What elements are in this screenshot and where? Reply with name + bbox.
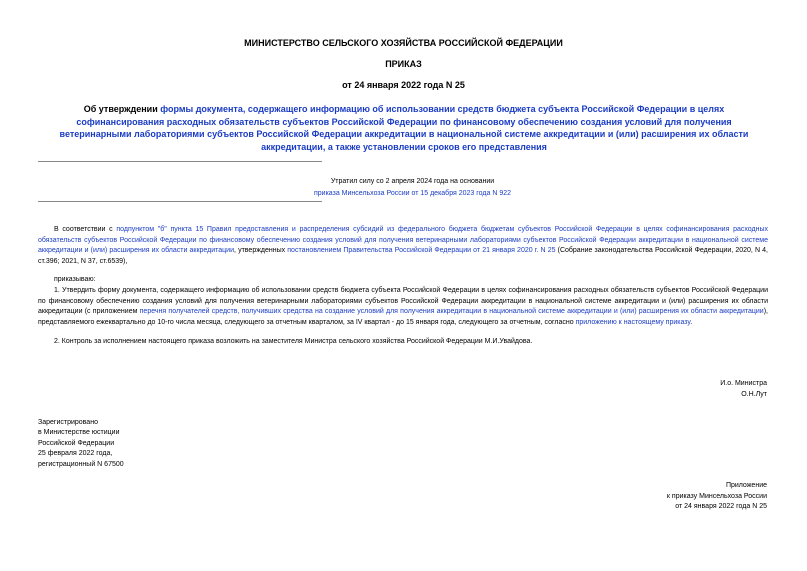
order-item-2: 2. Контроль за исполнением настоящего приказа возложить на заместителя Министра сельского хозяйства Российской Федерации М.И.Увайдова. xyxy=(54,338,533,345)
preamble-paragraph xyxy=(38,225,768,268)
appendix-line-2: к приказу Минсельхоза России xyxy=(666,492,767,500)
order-word: приказываю: xyxy=(54,276,96,283)
registration-block xyxy=(38,418,124,470)
expired-note-text: Утратил силу со 2 апреля 2024 года на основании xyxy=(330,178,495,185)
item1-text-2: ), представляемого ежеквартально до 10-го числа месяца, следующего за отчетным кварталом, за IV квартал - до 15 января года, следующего за отчетным, согласно xyxy=(38,308,768,327)
expired-order-link[interactable]: приказа Минсельхоза России от 15 декабря 2023 года N 922 xyxy=(314,189,511,197)
appendix-link[interactable]: приложению к настоящему приказу xyxy=(575,319,691,327)
divider-bottom xyxy=(38,201,322,202)
registration-line-5: регистрационный N 67500 xyxy=(38,460,124,468)
preamble-text-2: , утвержденных xyxy=(234,247,288,255)
registration-line-3: Российской Федерации xyxy=(38,439,115,447)
recipients-list-link[interactable]: перечня получателей средств, получивших средства на создание условий для получения аккредитации в национальной системе аккредитации и (или) расширения их области аккредитации xyxy=(139,308,764,316)
preamble-text-1: В соответствии с xyxy=(54,226,117,233)
item1-text-1: 1. Утвердить форму документа, содержащего информацию об использовании средств бюджета субъекта Российской Федерации в целях софинансирования расходных обязательств субъектов Российской Федерации по финансовому обеспечению создания условий для получения ветеринарными лабораториями субъектов Российской Федерации аккредитации в национальной системе аккредитации и (или) расширения их области аккредитации (с приложением xyxy=(38,287,768,316)
title-form-link[interactable]: формы документа, содержащего информацию об использовании средств бюджета субъекта Российской Федерации в целях софинансирования расходных обязательств субъектов Российской Федерации по финансовому обеспечению создания условий для получения ветеринарными лабораториями субъектов Российской Федерации аккредитации в национальной системе аккредитации и (или) расширения их области аккредитации, а также установлении сроков его представления xyxy=(59,104,749,152)
preamble-text-3: (Собрание законодательства Российской Федерации, 2020, N 4, ст.396; 2021, N 37, ст.6539), xyxy=(38,247,768,266)
expired-note xyxy=(300,177,525,198)
ministry-heading: МИНИСТЕРСТВО СЕЛЬСКОГО ХОЗЯЙСТВА РОССИЙСКОЙ ФЕДЕРАЦИИ xyxy=(244,38,563,48)
registration-line-4: 25 февраля 2022 года, xyxy=(38,450,113,458)
government-decree-link[interactable]: постановлением Правительства Российской Федерации от 21 января 2020 г. N 25 xyxy=(287,247,556,255)
appendix-line-1: Приложение xyxy=(725,482,767,489)
signature-block xyxy=(720,379,767,400)
signature-name: О.Н.Лут xyxy=(741,390,767,398)
registration-line-1: Зарегистрировано xyxy=(38,419,98,426)
doc-type-heading: ПРИКАЗ xyxy=(385,59,422,69)
appendix-line-3: от 24 января 2022 года N 25 xyxy=(675,503,767,511)
registration-line-2: в Министерстве юстиции xyxy=(38,429,120,437)
title-prefix: Об утверждении xyxy=(83,104,161,114)
document-title xyxy=(40,103,768,153)
doc-date-number: от 24 января 2022 года N 25 xyxy=(342,80,465,90)
signature-position: И.о. Министра xyxy=(720,380,767,387)
item1-text-3: . xyxy=(690,319,693,327)
order-item-1 xyxy=(38,286,768,329)
divider-top xyxy=(38,161,322,162)
rules-link[interactable]: подпунктом "б" пункта 15 Правил предоставления и распределения субсидий из федерального бюджета бюджетам субъектов Российской Федерации в целях софинансирования расходных обязательств субъектов Российской Федерации по финансовому обеспечению создания условий для получения ветеринарными лабораториями субъектов Российской Федерации аккредитации в национальной системе аккредитации и (или) расширения их области аккредитации xyxy=(38,226,769,255)
appendix-block xyxy=(667,481,767,513)
